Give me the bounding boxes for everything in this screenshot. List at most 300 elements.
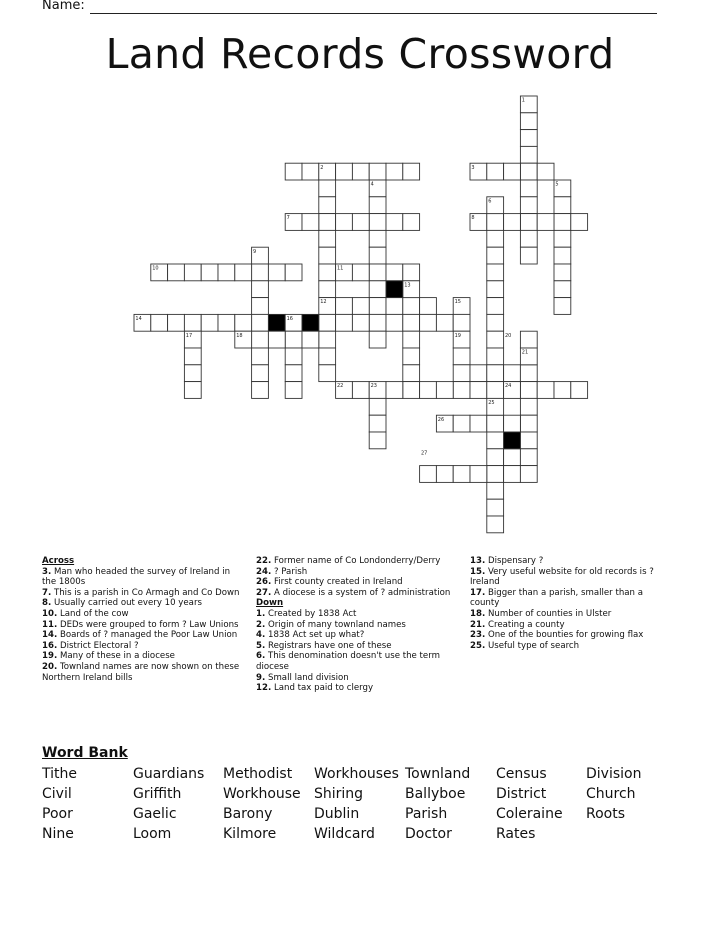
clue-text: Usually carried out every 10 years bbox=[53, 598, 202, 609]
grid-cell[interactable] bbox=[487, 415, 504, 432]
grid-clue-number: 9 bbox=[253, 248, 257, 255]
clue-text: Number of counties in Ulster bbox=[487, 608, 612, 619]
grid-cell[interactable] bbox=[537, 382, 554, 399]
grid-clue-number: 12 bbox=[320, 299, 327, 306]
black-cell bbox=[268, 314, 285, 331]
grid-clue-number: 15 bbox=[454, 299, 461, 306]
grid-cell[interactable] bbox=[504, 214, 521, 231]
grid-cell[interactable] bbox=[554, 247, 571, 264]
clue-number: 4. bbox=[256, 630, 266, 641]
clue-number: 21. bbox=[470, 619, 486, 630]
grid-cell[interactable] bbox=[235, 314, 252, 331]
clue bbox=[256, 673, 454, 684]
grid-cell[interactable] bbox=[571, 382, 588, 399]
grid-cell[interactable] bbox=[487, 516, 504, 533]
clue-text: District Electoral ? bbox=[59, 640, 139, 651]
word-bank-word: Loom bbox=[133, 826, 172, 842]
down-heading: Down bbox=[256, 598, 284, 609]
grid-cell[interactable] bbox=[470, 382, 487, 399]
grid-cell[interactable] bbox=[369, 298, 386, 315]
grid-cell[interactable] bbox=[537, 214, 554, 231]
grid-cell[interactable] bbox=[504, 415, 521, 432]
clue-number: 5. bbox=[256, 640, 266, 651]
grid-cell[interactable] bbox=[487, 331, 504, 348]
grid-cell[interactable] bbox=[369, 398, 386, 415]
grid-cell[interactable] bbox=[252, 331, 269, 348]
grid-cell[interactable] bbox=[403, 382, 420, 399]
grid-cell[interactable] bbox=[285, 331, 302, 348]
grid-cell[interactable] bbox=[218, 314, 235, 331]
grid-cell[interactable] bbox=[520, 113, 537, 130]
clue-number: 11. bbox=[42, 619, 58, 630]
grid-cell[interactable] bbox=[487, 281, 504, 298]
grid-clue-number: 26 bbox=[437, 416, 445, 423]
grid-cell[interactable] bbox=[520, 466, 537, 483]
clue-number: 6. bbox=[256, 651, 266, 662]
grid-cell[interactable] bbox=[420, 382, 437, 399]
grid-cell[interactable] bbox=[453, 382, 470, 399]
grid-cell[interactable] bbox=[168, 314, 185, 331]
grid-cell[interactable] bbox=[252, 298, 269, 315]
grid-cell[interactable] bbox=[487, 348, 504, 365]
grid-clue-number: 14 bbox=[135, 316, 142, 322]
grid-clue-number: 5 bbox=[555, 181, 559, 188]
clue-text: One of the bounties for growing flax bbox=[487, 630, 644, 641]
grid-cell[interactable] bbox=[369, 314, 386, 331]
grid-cell[interactable] bbox=[487, 432, 504, 449]
word-bank-word: Kilmore bbox=[223, 826, 277, 842]
grid-cell[interactable] bbox=[336, 214, 353, 231]
grid-clue-number: 19 bbox=[454, 332, 461, 339]
grid-clue-number: 10 bbox=[152, 265, 159, 272]
word-bank-word: Workhouse bbox=[223, 786, 301, 802]
grid-cell[interactable] bbox=[302, 331, 319, 348]
clue-text: Created by 1838 Act bbox=[267, 608, 357, 619]
word-bank-word: Gaelic bbox=[133, 806, 177, 822]
grid-cell[interactable] bbox=[369, 230, 386, 247]
clue bbox=[42, 609, 244, 620]
grid-cell[interactable] bbox=[504, 365, 521, 382]
grid-cell[interactable] bbox=[504, 466, 521, 483]
grid-cell[interactable] bbox=[554, 264, 571, 281]
word-bank-word: Ballyboe bbox=[405, 786, 466, 802]
grid-cell[interactable] bbox=[184, 264, 201, 281]
grid-cell[interactable] bbox=[386, 264, 403, 281]
grid-cell[interactable] bbox=[352, 264, 369, 281]
word-bank-word: Parish bbox=[405, 806, 448, 822]
clue-text: Origin of many townland names bbox=[267, 619, 406, 630]
clues-column-1 bbox=[42, 556, 244, 683]
grid-cell[interactable] bbox=[487, 230, 504, 247]
grid-cell[interactable] bbox=[403, 331, 420, 348]
grid-cell[interactable] bbox=[319, 180, 336, 197]
grid-cell[interactable] bbox=[403, 214, 420, 231]
grid-clue-number: 8 bbox=[471, 215, 475, 222]
grid-cell[interactable] bbox=[319, 314, 336, 331]
clue bbox=[42, 630, 244, 641]
grid-cell[interactable] bbox=[319, 214, 336, 231]
grid-clue-number: 23 bbox=[370, 383, 377, 390]
clue-number: 14. bbox=[42, 630, 58, 641]
word-bank-title: Word Bank bbox=[42, 745, 128, 761]
grid-cell[interactable] bbox=[403, 264, 420, 281]
grid-cell[interactable] bbox=[520, 163, 537, 180]
grid-cell[interactable] bbox=[252, 314, 269, 331]
grid-clue-number: 18 bbox=[236, 332, 243, 339]
grid-cell[interactable] bbox=[504, 163, 521, 180]
across-heading: Across bbox=[42, 556, 75, 566]
clue-text: Land of the cow bbox=[59, 608, 129, 619]
clues-column-2 bbox=[256, 556, 454, 694]
grid-cell[interactable] bbox=[554, 382, 571, 399]
grid-cell[interactable] bbox=[319, 197, 336, 214]
grid-cell[interactable] bbox=[252, 281, 269, 298]
grid-cell[interactable] bbox=[420, 466, 437, 483]
grid-cell[interactable] bbox=[470, 466, 487, 483]
clue-text: ? Parish bbox=[273, 566, 308, 577]
clue-number: 16. bbox=[42, 640, 58, 651]
grid-cell[interactable] bbox=[554, 281, 571, 298]
grid-cell[interactable] bbox=[420, 298, 437, 315]
clue-number: 18. bbox=[470, 608, 486, 619]
clue-text: 1838 Act set up what? bbox=[267, 630, 365, 641]
clue-text: Former name of Co Londonderry/Derry bbox=[273, 556, 441, 566]
clue-number: 12. bbox=[256, 683, 272, 694]
clue-text: Useful type of search bbox=[487, 640, 580, 651]
grid-clue-number: 25 bbox=[488, 400, 495, 406]
grid-cell[interactable] bbox=[487, 247, 504, 264]
grid-cell[interactable] bbox=[268, 264, 285, 281]
word-bank-word: District bbox=[496, 786, 547, 802]
clue bbox=[256, 567, 454, 578]
clue-text: Man who headed the survey of Ireland in the 1800s bbox=[42, 566, 231, 588]
grid-clue-number: 21 bbox=[521, 349, 529, 356]
grid-cell[interactable] bbox=[218, 264, 235, 281]
clues-column-3 bbox=[470, 556, 675, 651]
clue-text: Bigger than a parish, smaller than a county bbox=[470, 587, 643, 609]
grid-cell[interactable] bbox=[369, 432, 386, 449]
grid-cell[interactable] bbox=[369, 214, 386, 231]
grid-cell[interactable] bbox=[571, 214, 588, 231]
grid-cell[interactable] bbox=[369, 163, 386, 180]
grid-cell[interactable] bbox=[369, 331, 386, 348]
clue bbox=[256, 556, 454, 567]
clue-number: 27. bbox=[256, 587, 272, 598]
grid-cell[interactable] bbox=[520, 432, 537, 449]
grid-cell[interactable] bbox=[184, 314, 201, 331]
grid-cell[interactable] bbox=[319, 230, 336, 247]
word-bank-word: Coleraine bbox=[496, 806, 563, 822]
black-cell bbox=[302, 314, 319, 331]
grid-cell[interactable] bbox=[520, 331, 537, 348]
grid-cell[interactable] bbox=[487, 482, 504, 499]
clue bbox=[256, 641, 454, 652]
grid-cell[interactable] bbox=[403, 365, 420, 382]
clue bbox=[470, 609, 675, 620]
grid-cell[interactable] bbox=[403, 163, 420, 180]
clue bbox=[42, 641, 244, 652]
word-bank-word: Wildcard bbox=[314, 826, 375, 842]
grid-clue-number: 2 bbox=[320, 164, 324, 171]
grid-cell[interactable] bbox=[319, 247, 336, 264]
clue bbox=[256, 683, 454, 694]
clue-number: 2. bbox=[256, 619, 266, 630]
grid-cell[interactable] bbox=[487, 382, 504, 399]
grid-cell[interactable] bbox=[319, 365, 336, 382]
grid-cell[interactable] bbox=[336, 163, 353, 180]
grid-cell[interactable] bbox=[386, 298, 403, 315]
clue-text: Very useful website for old records is ? Ireland bbox=[470, 566, 654, 588]
word-bank-word: Nine bbox=[42, 826, 74, 842]
black-cell bbox=[386, 281, 403, 298]
grid-cell[interactable] bbox=[520, 214, 537, 231]
grid-cell[interactable] bbox=[319, 331, 336, 348]
word-bank-word: Division bbox=[586, 766, 642, 782]
grid-cell[interactable] bbox=[487, 365, 504, 382]
grid-cell[interactable] bbox=[520, 415, 537, 432]
grid-cell[interactable] bbox=[470, 415, 487, 432]
clue bbox=[470, 588, 675, 609]
grid-cell[interactable] bbox=[554, 197, 571, 214]
grid-cell[interactable] bbox=[369, 415, 386, 432]
grid-cell[interactable] bbox=[403, 314, 420, 331]
grid-cell[interactable] bbox=[252, 348, 269, 365]
grid-clue-number: 13 bbox=[404, 282, 411, 289]
grid-cell[interactable] bbox=[554, 230, 571, 247]
grid-cell[interactable] bbox=[201, 264, 218, 281]
clue bbox=[470, 567, 675, 588]
grid-cell[interactable] bbox=[352, 163, 369, 180]
black-cell bbox=[504, 432, 521, 449]
clue-text: Creating a county bbox=[487, 619, 565, 630]
grid-cell[interactable] bbox=[520, 382, 537, 399]
grid-cell[interactable] bbox=[520, 130, 537, 147]
clue-text: Small land division bbox=[267, 672, 349, 683]
grid-cell[interactable] bbox=[319, 348, 336, 365]
clue bbox=[256, 609, 454, 620]
grid-cell[interactable] bbox=[520, 365, 537, 382]
clue-text: Dispensary ? bbox=[487, 556, 544, 566]
grid-cell[interactable] bbox=[386, 382, 403, 399]
grid-cell[interactable] bbox=[336, 314, 353, 331]
grid-cell[interactable] bbox=[403, 298, 420, 315]
clue-text: Registrars have one of these bbox=[267, 640, 392, 651]
word-bank-word: Shiring bbox=[314, 786, 364, 802]
clue bbox=[42, 588, 244, 599]
grid-cell[interactable] bbox=[352, 214, 369, 231]
grid-cell[interactable] bbox=[319, 281, 336, 298]
grid-cell[interactable] bbox=[420, 314, 437, 331]
word-bank-word: Tithe bbox=[42, 766, 77, 782]
clue-number: 13. bbox=[470, 556, 486, 566]
grid-cell[interactable] bbox=[352, 382, 369, 399]
grid-clue-number: 4 bbox=[370, 181, 374, 188]
grid-cell[interactable] bbox=[520, 146, 537, 163]
clue bbox=[470, 620, 675, 631]
word-bank-word: Dublin bbox=[314, 806, 360, 822]
clue-number: 20. bbox=[42, 661, 58, 672]
clue bbox=[256, 588, 454, 599]
grid-cell[interactable] bbox=[487, 466, 504, 483]
word-bank-word: Griffith bbox=[133, 786, 182, 802]
word-bank-word: Methodist bbox=[223, 766, 293, 782]
grid-clue-number: 27 bbox=[421, 450, 428, 457]
grid-cell[interactable] bbox=[184, 382, 201, 399]
grid-cell[interactable] bbox=[554, 214, 571, 231]
grid-cell[interactable] bbox=[252, 365, 269, 382]
grid-cell[interactable] bbox=[537, 163, 554, 180]
grid-clue-number: 17 bbox=[185, 332, 193, 339]
grid-cell[interactable] bbox=[151, 314, 168, 331]
grid-cell[interactable] bbox=[436, 466, 453, 483]
page-title: Land Records Crossword bbox=[105, 30, 615, 78]
grid-cell[interactable] bbox=[285, 365, 302, 382]
grid-cell[interactable] bbox=[268, 331, 285, 348]
grid-cell[interactable] bbox=[252, 382, 269, 399]
grid-cell[interactable] bbox=[470, 365, 487, 382]
word-bank-word: Rates bbox=[496, 826, 536, 842]
grid-cell[interactable] bbox=[285, 264, 302, 281]
clue bbox=[470, 556, 675, 567]
word-bank-word: Roots bbox=[586, 806, 626, 822]
clue-text: This denomination doesn't use the term diocese bbox=[256, 651, 440, 672]
grid-cell[interactable] bbox=[520, 449, 537, 466]
grid-cell[interactable] bbox=[403, 348, 420, 365]
clue-number: 7. bbox=[42, 587, 52, 598]
clue bbox=[42, 598, 244, 609]
clue-text: Townland names are now shown on these Northern Ireland bills bbox=[42, 661, 240, 683]
grid-cell[interactable] bbox=[302, 163, 319, 180]
grid-cell[interactable] bbox=[504, 449, 521, 466]
grid-cell[interactable] bbox=[201, 314, 218, 331]
clue-number: 19. bbox=[42, 651, 58, 662]
grid-cell[interactable] bbox=[184, 348, 201, 365]
clue-number: 8. bbox=[42, 598, 52, 609]
clue bbox=[256, 620, 454, 631]
clue bbox=[256, 651, 454, 672]
grid-clue-number: 1 bbox=[521, 97, 525, 104]
clue-text: Boards of ? managed the Poor Law Union bbox=[59, 630, 238, 641]
grid-cell[interactable] bbox=[520, 180, 537, 197]
grid-clue-number: 22 bbox=[337, 383, 344, 390]
clue bbox=[42, 620, 244, 631]
clue-number: 9. bbox=[256, 672, 266, 683]
grid-clue-number: 24 bbox=[505, 383, 512, 390]
clue-number: 10. bbox=[42, 608, 58, 619]
clue bbox=[42, 651, 244, 662]
word-bank-word: Workhouses bbox=[314, 766, 399, 782]
word-bank-word: Guardians bbox=[133, 766, 205, 782]
grid-cell[interactable] bbox=[453, 466, 470, 483]
name-label: Name: bbox=[42, 0, 85, 13]
grid-clue-number: 20 bbox=[505, 332, 512, 339]
grid-cell[interactable] bbox=[487, 163, 504, 180]
grid-cell[interactable] bbox=[436, 314, 453, 331]
clue-number: 15. bbox=[470, 566, 486, 577]
grid-cell[interactable] bbox=[184, 365, 201, 382]
clue-number: 23. bbox=[470, 630, 486, 641]
grid-cell[interactable] bbox=[487, 264, 504, 281]
word-bank-word: Church bbox=[586, 786, 636, 802]
grid-cell[interactable] bbox=[520, 398, 537, 415]
clue bbox=[256, 577, 454, 588]
word-bank-word: Barony bbox=[223, 806, 273, 822]
word-bank-word: Townland bbox=[405, 766, 471, 782]
grid-cell[interactable] bbox=[352, 298, 369, 315]
grid-cell[interactable] bbox=[520, 230, 537, 247]
grid-cell[interactable] bbox=[487, 499, 504, 516]
grid-cell[interactable] bbox=[285, 163, 302, 180]
clue bbox=[256, 630, 454, 641]
grid-cell[interactable] bbox=[285, 348, 302, 365]
grid-cell[interactable] bbox=[453, 415, 470, 432]
grid-cell[interactable] bbox=[352, 314, 369, 331]
word-bank-word: Civil bbox=[42, 786, 72, 802]
grid-cell[interactable] bbox=[436, 382, 453, 399]
grid-cell[interactable] bbox=[520, 247, 537, 264]
grid-cell[interactable] bbox=[235, 264, 252, 281]
grid-cell[interactable] bbox=[487, 449, 504, 466]
clue-text: Many of these in a diocese bbox=[59, 651, 175, 662]
grid-cell[interactable] bbox=[386, 214, 403, 231]
clue-text: First county created in Ireland bbox=[273, 577, 403, 588]
clue bbox=[42, 662, 244, 683]
clue-number: 1. bbox=[256, 608, 266, 619]
clue bbox=[470, 641, 675, 652]
grid-cell[interactable] bbox=[554, 298, 571, 315]
grid-clue-number: 16 bbox=[286, 316, 293, 322]
clue-number: 24. bbox=[256, 566, 272, 577]
grid-cell[interactable] bbox=[369, 281, 386, 298]
clue-number: 17. bbox=[470, 587, 486, 598]
grid-cell[interactable] bbox=[285, 382, 302, 399]
grid-cell[interactable] bbox=[386, 163, 403, 180]
clue-text: A diocese is a system of ? administration bbox=[273, 587, 451, 598]
grid-cell[interactable] bbox=[369, 247, 386, 264]
clue bbox=[42, 567, 244, 588]
grid-cell[interactable] bbox=[453, 348, 470, 365]
grid-cell[interactable] bbox=[168, 264, 185, 281]
grid-cell[interactable] bbox=[520, 197, 537, 214]
grid-cell[interactable] bbox=[487, 298, 504, 315]
grid-cell[interactable] bbox=[453, 365, 470, 382]
grid-cell[interactable] bbox=[319, 264, 336, 281]
grid-clue-number: 6 bbox=[488, 198, 492, 205]
grid-cell[interactable] bbox=[487, 214, 504, 231]
grid-clue-number: 11 bbox=[337, 265, 344, 272]
grid-cell[interactable] bbox=[369, 264, 386, 281]
word-bank-word: Poor bbox=[42, 806, 73, 822]
clue bbox=[470, 630, 675, 641]
clue-number: 26. bbox=[256, 577, 272, 588]
grid-cell[interactable] bbox=[487, 314, 504, 331]
grid-clue-number: 3 bbox=[471, 164, 475, 171]
grid-cell[interactable] bbox=[302, 214, 319, 231]
clue-number: 3. bbox=[42, 566, 52, 577]
clue-text: This is a parish in Co Armagh and Co Down bbox=[53, 587, 240, 598]
word-bank-word: Census bbox=[496, 766, 547, 782]
clue-text: DEDs were grouped to form ? Law Unions bbox=[59, 619, 239, 630]
grid-clue-number: 7 bbox=[286, 215, 290, 222]
clue-text: Land tax paid to clergy bbox=[273, 683, 374, 694]
grid-cell[interactable] bbox=[252, 264, 269, 281]
grid-cell[interactable] bbox=[369, 197, 386, 214]
clue-number: 22. bbox=[256, 556, 272, 566]
clue-number: 25. bbox=[470, 640, 486, 651]
grid-cell[interactable] bbox=[336, 298, 353, 315]
grid-cell[interactable] bbox=[386, 314, 403, 331]
grid-cell[interactable] bbox=[453, 314, 470, 331]
